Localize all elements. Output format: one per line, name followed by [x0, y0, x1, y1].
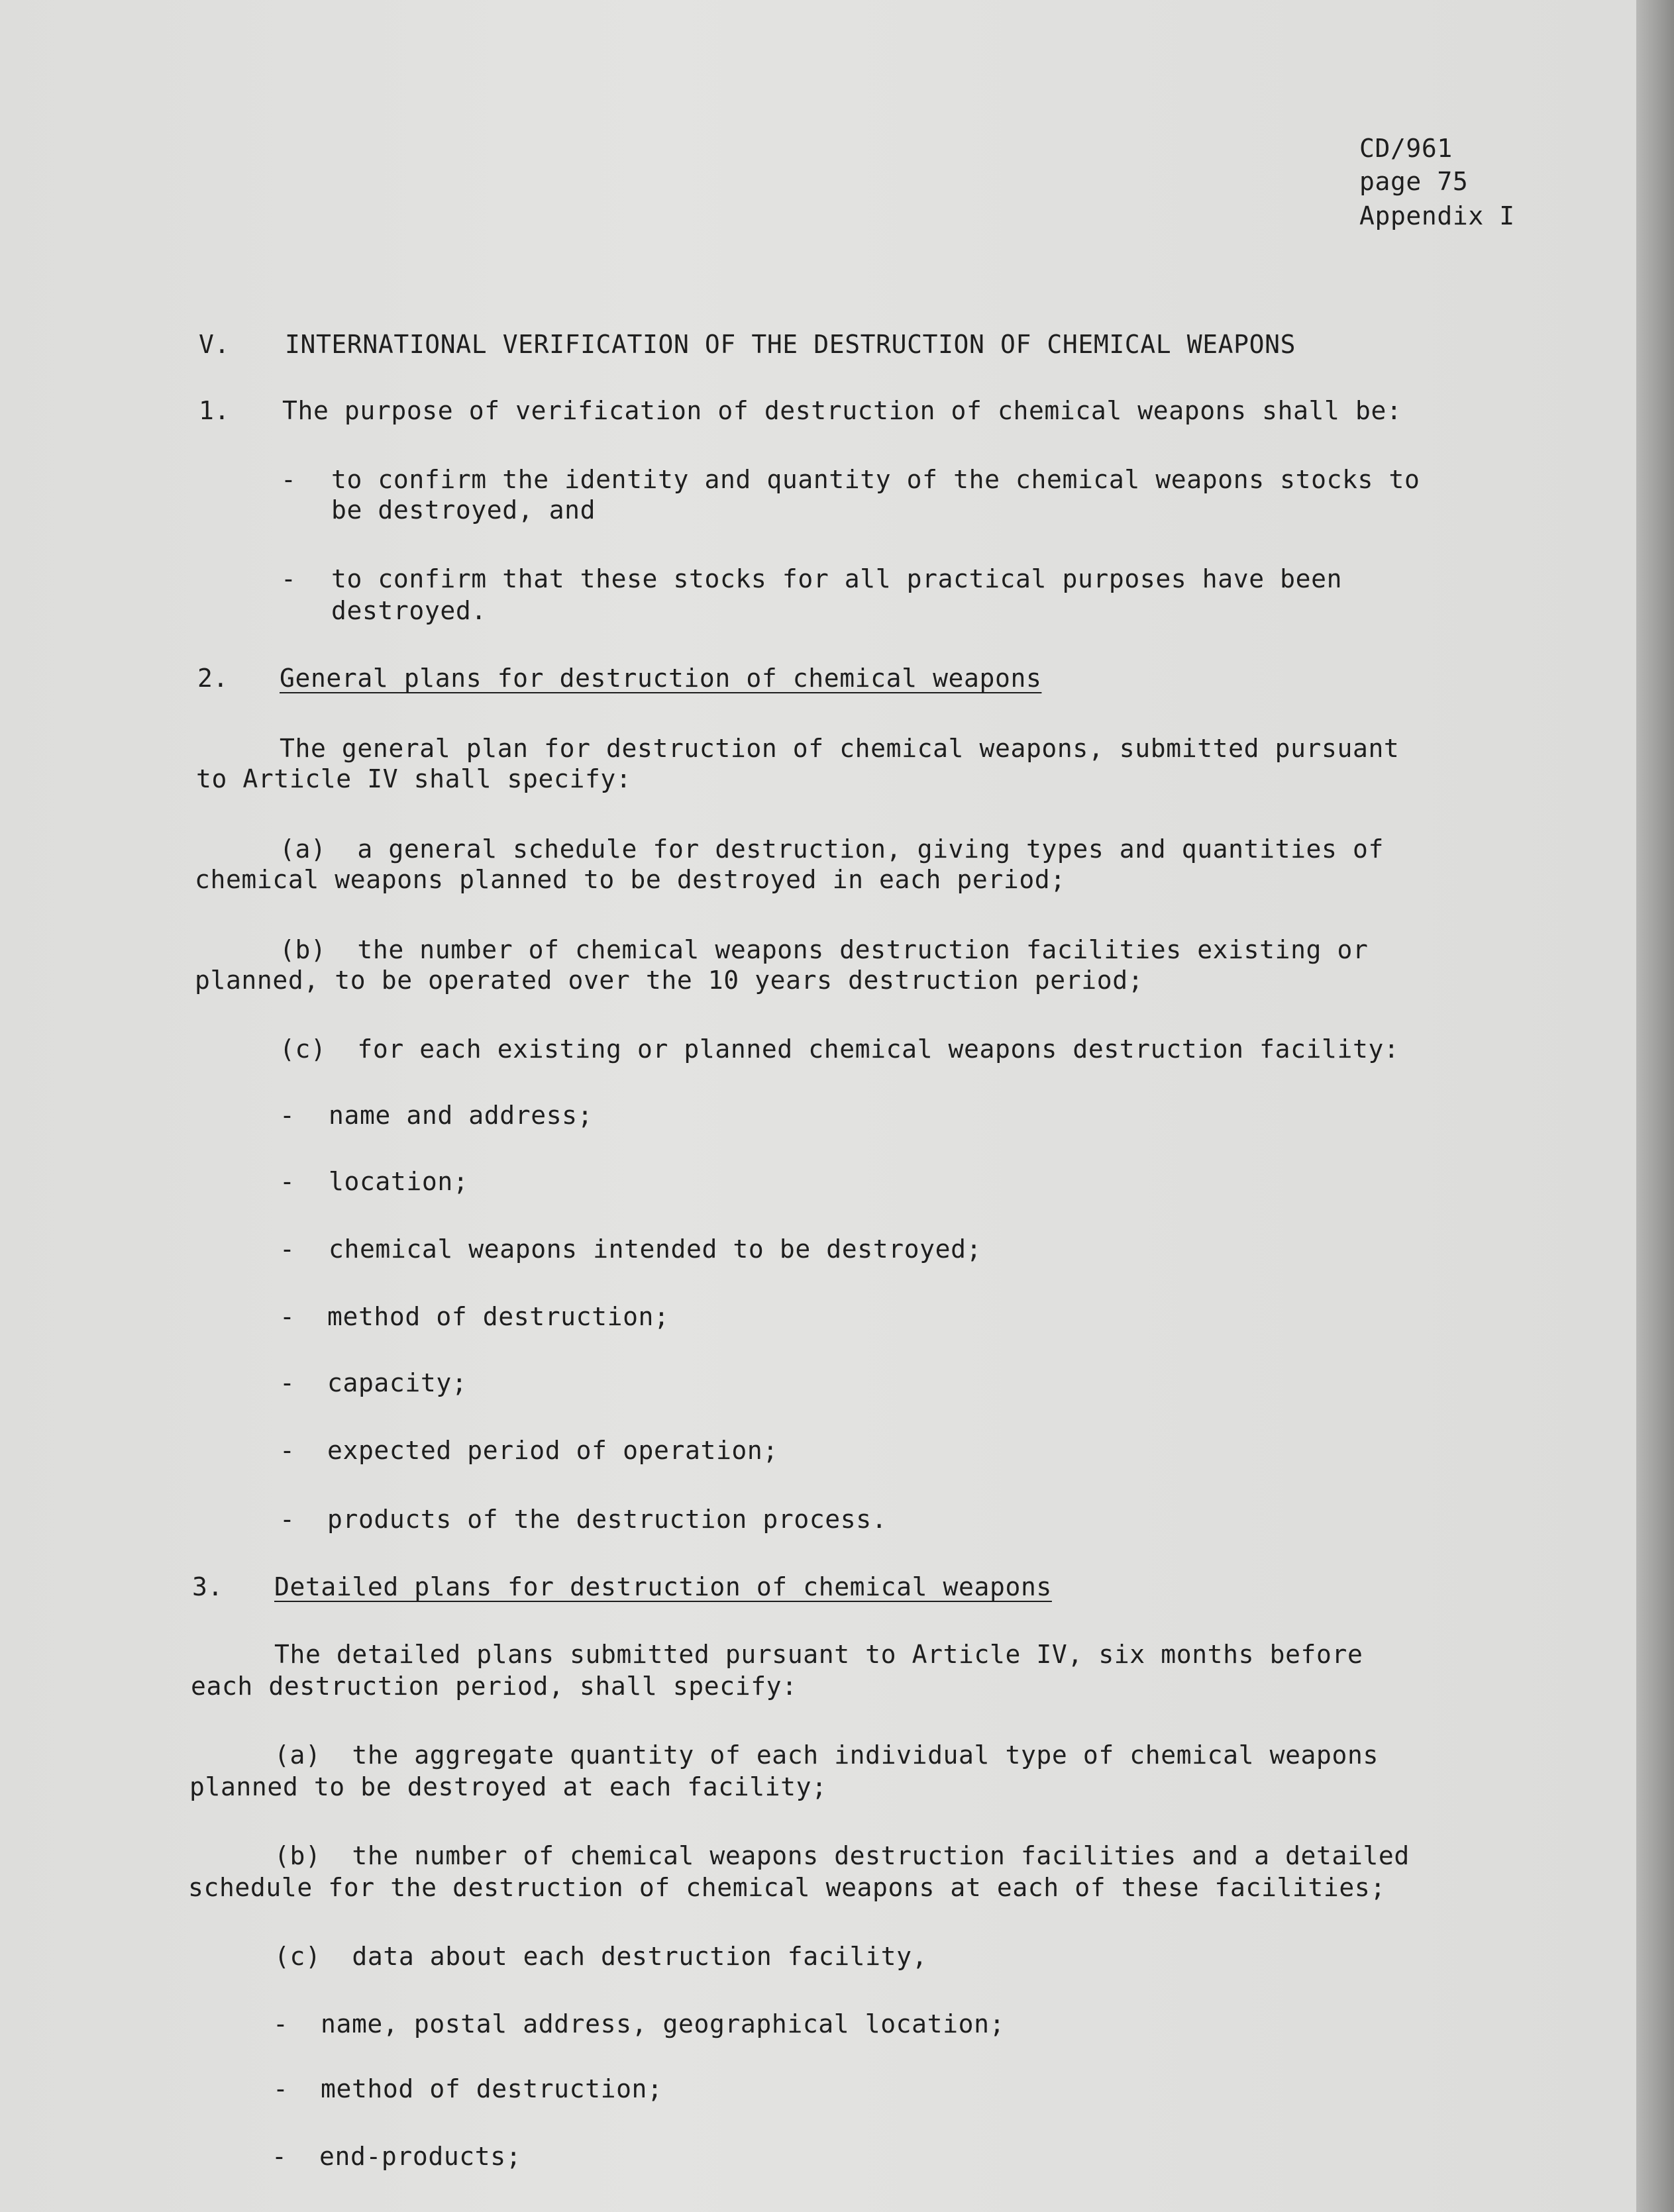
p3-item-1-text: name, postal address, geographical location; [321, 2009, 1006, 2038]
page-number: page 75 [1359, 167, 1469, 196]
p1-bullet-2-line1: to confirm that these stocks for all practical purposes have been [331, 564, 1343, 593]
p2-item-1-text: name and address; [329, 1101, 594, 1130]
p2-intro-line2: to Article IV shall specify: [196, 764, 632, 793]
p2-b-line2: planned, to be operated over the 10 years destruction period; [195, 966, 1144, 995]
p3-a-line1: (a) the aggregate quantity of each individual type of chemical weapons [274, 1740, 1379, 1770]
p3-item-3-text: end-products; [319, 2142, 522, 2171]
p2-a-line2: chemical weapons planned to be destroyed in each period; [195, 865, 1066, 894]
p2-item-6-dash: - [280, 1436, 295, 1465]
p2-a-line1: (a) a general schedule for destruction, giving types and quantities of [280, 834, 1384, 864]
p3-heading: Detailed plans for destruction of chemical weapons [274, 1572, 1052, 1601]
p2-item-5-dash: - [280, 1368, 295, 1397]
appendix-label: Appendix I [1359, 201, 1515, 230]
p3-item-2-dash: - [273, 2074, 288, 2103]
p2-item-7-text: products of the destruction process. [327, 1505, 888, 1534]
p3-c-line1: (c) data about each destruction facility, [274, 1942, 928, 1971]
p3-b-line1: (b) the number of chemical weapons destruction facilities and a detailed [274, 1841, 1410, 1870]
p2-item-3-text: chemical weapons intended to be destroyed; [329, 1234, 982, 1264]
p1-bullet-1-dash: - [281, 465, 296, 494]
p1-bullet-2-dash: - [281, 564, 296, 593]
p2-item-7-dash: - [280, 1505, 295, 1534]
p1-number: 1. [199, 396, 230, 425]
p3-intro-line1: The detailed plans submitted pursuant to Article IV, six months before [274, 1640, 1363, 1669]
p3-item-3-dash: - [272, 2142, 287, 2171]
p2-heading: General plans for destruction of chemical weapons [280, 664, 1042, 693]
doc-id: CD/961 [1359, 134, 1453, 163]
p1-bullet-1-line1: to confirm the identity and quantity of the chemical weapons stocks to [331, 465, 1420, 494]
p2-b-line1: (b) the number of chemical weapons destruction facilities existing or [280, 935, 1369, 964]
p1-bullet-2-line2: destroyed. [331, 596, 487, 625]
p3-number: 3. [192, 1572, 223, 1601]
p3-item-1-dash: - [273, 2009, 288, 2038]
p3-intro-line2: each destruction period, shall specify: [191, 1672, 798, 1701]
p3-b-line2: schedule for the destruction of chemical weapons at each of these facilities; [188, 1873, 1386, 1902]
p2-c-line1: (c) for each existing or planned chemical weapons destruction facility: [280, 1034, 1400, 1064]
p1-bullet-1-line2: be destroyed, and [331, 495, 596, 525]
p2-item-2-dash: - [280, 1167, 295, 1196]
p2-item-1-dash: - [280, 1101, 295, 1130]
p2-item-6-text: expected period of operation; [327, 1436, 778, 1465]
p2-item-4-dash: - [280, 1302, 295, 1331]
page-edge-shadow [1636, 0, 1674, 2212]
p2-item-5-text: capacity; [327, 1368, 468, 1397]
section-number: V. [199, 330, 230, 359]
p2-item-3-dash: - [280, 1234, 295, 1264]
p1-text: The purpose of verification of destruction of chemical weapons shall be: [282, 396, 1402, 425]
p3-a-line2: planned to be destroyed at each facility; [189, 1772, 827, 1801]
p2-item-2-text: location; [329, 1167, 469, 1196]
section-title: INTERNATIONAL VERIFICATION OF THE DESTRUCTION OF CHEMICAL WEAPONS [285, 330, 1296, 359]
p2-number: 2. [197, 664, 229, 693]
p2-intro-line1: The general plan for destruction of chemical weapons, submitted pursuant [280, 734, 1400, 763]
p3-item-2-text: method of destruction; [321, 2074, 663, 2103]
p2-item-4-text: method of destruction; [327, 1302, 670, 1331]
